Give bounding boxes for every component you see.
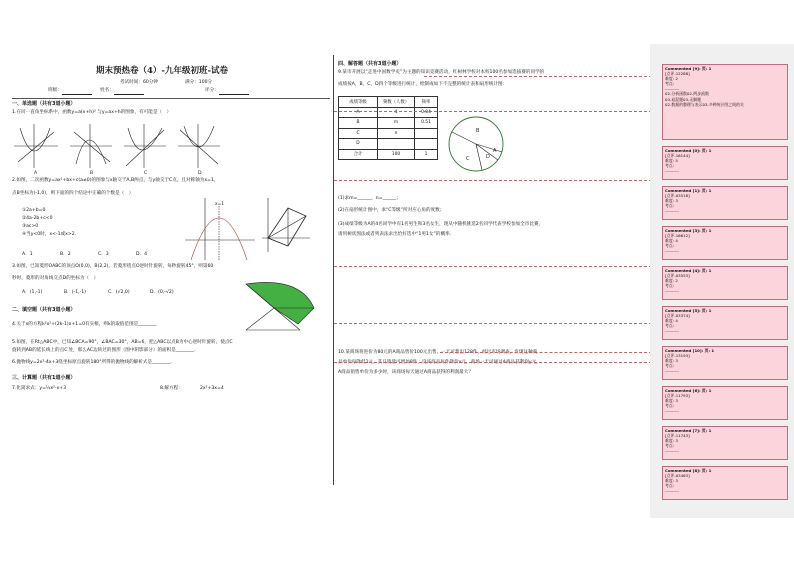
q9-line1: 9.某市开展以“走进中国数学史”为主题的知识竞赛活动，红树林学校对本校100名参加选拔赛的同学的 [338, 70, 545, 75]
full-score: 满分：100分 [185, 80, 213, 85]
section-answer: 四、解答题（共有3道小题） [338, 61, 402, 67]
q9-frequency-table [338, 96, 438, 160]
q2-option-a[interactable]: A．1 [22, 252, 33, 257]
comment-connector [334, 362, 662, 363]
table-cell: 0.51 [415, 118, 438, 129]
comment-line: 难度: 3 [665, 358, 678, 364]
q1-graphs [14, 122, 224, 174]
q2-option-b[interactable]: B．2 [60, 252, 71, 257]
table-cell: A [339, 107, 378, 118]
q2-line1: 2.如图，二次函数y=ax²+bx+c(a≠0)的图象与x轴交于A,B两点，与y轴交于C点，且对称轴为x=1， [12, 178, 219, 183]
grade-label: 评分： [205, 88, 219, 93]
comment-head: Commented [6]: 页: 1 [665, 388, 712, 393]
q2-option-c[interactable]: C．3 [98, 252, 109, 257]
comment-box[interactable] [662, 426, 788, 460]
section-fill-blank: 二、填空题（共有3道小题） [12, 307, 76, 313]
table-cell: m [378, 118, 415, 129]
table-cell [415, 139, 438, 150]
q3-option-b[interactable]: B．(-1,-1) [64, 290, 86, 295]
pie-label-b: B [476, 128, 480, 134]
q10-line2: 品单价每降低1元，其日销量可增加8件，设该商品每件降价x元，商场一天可通过A商品获利润y元， [338, 360, 541, 365]
q3-option-a[interactable]: A．(1,-1) [22, 290, 43, 295]
name-label: 姓名： [100, 88, 114, 93]
comment-box[interactable] [662, 186, 788, 220]
name-blank[interactable] [114, 94, 144, 95]
comment-line: 考点: [665, 363, 675, 369]
comment-line: [点评-03463] [665, 473, 690, 479]
q8-label: 8.解方程： [160, 386, 183, 391]
comment-line: 难度: 3 [665, 398, 678, 404]
comment-box[interactable] [662, 64, 788, 140]
exam-time: 考试时间：60分钟 [120, 80, 159, 85]
comment-head: Commented [9]: 页: 1 [665, 66, 712, 71]
q2-conclusion-4: ④当y<0时，x<-1或x>2. [22, 232, 77, 237]
section-single-choice: 一、单选题（共有3道小题） [12, 101, 76, 107]
q1-text: 1.在同一直角坐标系中，函数y=a(x+h)² 与y=ax+h的图象，有可能是（ ） [12, 110, 172, 115]
comment-box[interactable] [662, 346, 788, 380]
q2-parabola-graph [185, 196, 255, 262]
q3-option-d[interactable]: D．(0,-√2) [150, 290, 174, 295]
comment-line: 考点: [665, 203, 675, 209]
comment-box[interactable] [662, 266, 788, 300]
table-cell: 0.04 [415, 107, 438, 118]
comment-line: 02-数据的整理与表示03-多种统计图之间的关 [665, 101, 744, 107]
pie-label-d: D [486, 154, 490, 160]
comment-line: ---------- [665, 368, 680, 374]
comment-line: 难度: 4 [665, 238, 678, 244]
comment-box[interactable] [662, 226, 788, 260]
comment-line: [点评-16144] [665, 153, 690, 159]
q1-label-c: C [144, 171, 148, 176]
comment-line: 难度: 4 [665, 318, 678, 324]
comment-line: [点评-11793] [665, 393, 690, 399]
comment-line: 难度: 3 [665, 438, 678, 444]
class-label: 班级： [48, 88, 62, 93]
comment-connector [334, 323, 662, 324]
comment-connector [334, 266, 662, 267]
q9-sub3-line1: (3)成绩等级为A的4名同学中有1名男生和3名女生，现从中随机挑选2名同学代表学校参加全市比赛， [338, 222, 544, 227]
q2-option-d[interactable]: D．4 [136, 252, 148, 257]
header-divider [12, 98, 330, 99]
table-header: 频数（人数） [378, 97, 415, 108]
comment-line: ---------- [665, 168, 680, 174]
comment-head: Commented [10]: 页: 1 [665, 348, 715, 353]
table-cell: n [378, 128, 415, 139]
q5-line2: 旋转到AB的延长线上的点C′处，那么AC边转过的图形（图中阴影部分）的面积是________. [12, 348, 196, 353]
comment-head: Commented [0]: 页: 1 [665, 148, 712, 153]
table-cell: 100 [378, 149, 415, 160]
q2-conclusion-2: ②4a-2b+c<0 [22, 216, 53, 221]
comment-line: 难度: 2 [665, 278, 678, 284]
comment-line: ---------- [665, 488, 680, 494]
comment-line: 考点: [665, 443, 675, 449]
q9-line2: 成绩按A，B，C，D四个等级进行统计，绘制成如下不完整的统计表和扇形统计图： [338, 82, 508, 87]
comment-line: ---------- [665, 248, 680, 254]
q7-text: 7.化简求式：y=½x²-x+3 [12, 386, 67, 391]
comment-line: 考点: [665, 323, 675, 329]
comment-connector [334, 180, 662, 181]
q6-text: 6.抛物线y=2x²-4x+3绕坐标原点旋转180°所得的抛物线的解析式是________. [12, 360, 172, 365]
comment-line: ---------- [665, 448, 680, 454]
table-cell [415, 128, 438, 139]
comment-head: Commented [5]: 页: 1 [665, 308, 712, 313]
comment-line: 难度: 3 [665, 198, 678, 204]
comment-box[interactable] [662, 146, 788, 180]
comment-line: 考点: [665, 283, 675, 289]
comment-line: [点评-13193] [665, 353, 690, 359]
table-cell: C [339, 128, 378, 139]
comment-line: ---------- [665, 288, 680, 294]
table-cell: 4 [378, 107, 415, 118]
comment-head: Commented [7]: 页: 1 [665, 428, 712, 433]
comment-head: Commented [4]: 页: 1 [665, 268, 712, 273]
q2-conclusion-3: ③ac>0 [22, 224, 39, 229]
q9-sub1: (1)求m=______，n=______； [338, 196, 401, 201]
column-divider [333, 55, 334, 485]
q1-label-d: D [198, 171, 202, 176]
q3-option-c[interactable]: C．(√2,0) [108, 290, 130, 295]
comment-head: Commented [3]: 页: 1 [665, 228, 712, 233]
comment-box[interactable] [662, 466, 788, 500]
section-calculation: 三、计算题（共有1道小题） [12, 375, 76, 381]
comment-connector [440, 352, 662, 353]
comment-line: 考点: [665, 403, 675, 409]
q8-equation: 2x²+3x=4 [200, 386, 224, 391]
table-cell [378, 139, 415, 150]
table-cell: D [339, 139, 378, 150]
q3-line2: 秒时，菱形的对角线交点D的坐标为（ ） [12, 276, 99, 281]
table-cell: B [339, 118, 378, 129]
comment-connector [424, 76, 662, 77]
q5-rotation-figure [240, 278, 320, 334]
comment-line: [点评-03518] [665, 193, 690, 199]
class-blank[interactable] [62, 94, 92, 95]
comment-line: 02-分析函数02-两步函数 [665, 91, 709, 97]
q4-text: 4.关于x的方程k²x²+(2k-1)x+1=0有实根，则k的取值范围是________ [12, 322, 157, 327]
comment-line: ---------- [665, 408, 680, 414]
comment-line: [点评-11743] [665, 433, 690, 439]
comment-line: 难度: 5 [665, 158, 678, 164]
comment-line: 考点: [665, 81, 675, 87]
comment-box[interactable] [662, 306, 788, 340]
q10-line1: 10.某商场将进价为80元的A商品售价100元出售，一天可售出128件，经过市场调查，发现这种商 [338, 350, 538, 355]
q1-label-b: B [90, 171, 94, 176]
q2-axis-label: x=1 [215, 202, 225, 207]
q1-label-a: A [34, 171, 38, 176]
comment-line: [点评-03553] [665, 273, 690, 279]
comment-line: 03-易混题03-无解题 [665, 96, 702, 102]
comment-box[interactable] [662, 386, 788, 420]
comment-connector [334, 111, 662, 112]
table-cell: 1 [415, 149, 438, 160]
q9-sub2: (2)在扇形统计图中，求“C等级”所对应心角的度数； [338, 208, 445, 213]
q2-conclusion-1: ①2a+b=0 [22, 208, 46, 213]
q9-sub3-line2: 请用树状图法或者列表法求出恰好选中“1男1女”的概率. [338, 232, 452, 237]
comment-line: ---------- [665, 328, 680, 334]
table-header: 成绩等级 [339, 97, 378, 108]
comment-line: 难度: 2 [665, 76, 678, 82]
pie-label-c: C [466, 156, 470, 162]
q5-line1: 5.如图，在Rt△ABC中，已知∠BCA=90°，∠BAC=30°，AB=6，把△ABC以点B为中心逆时针旋转，使点C [12, 340, 233, 345]
comment-line: ---------- [665, 208, 680, 214]
comment-line: [点评-03374] [665, 313, 690, 319]
comment-head: Commented [1]: 页: 1 [665, 188, 712, 193]
page-title: 期末预热卷（4）-九年级初班-试卷 [96, 66, 228, 76]
comment-line: 考点: [665, 483, 675, 489]
q10-line3: A商品销售单价为多少时，该商场每天通过A商品获得的利润最大？ [338, 370, 473, 375]
comment-line: [点评-16612] [665, 233, 690, 239]
q3-line1: 3.如图，已知菱形OABC的顶点O(0,0)，B(2,2)，若菱形绕点O逆时针旋转，每秒旋转45°，则第60 [12, 264, 214, 269]
q3-rhombus-figure [262, 194, 312, 256]
comment-line: 难度: 3 [665, 478, 678, 484]
comment-head: Commented [8]: 页: 1 [665, 468, 712, 473]
q2-line2: 点B坐标为(-1,0)，则下面的四个结论中正确的个数是（ ） [12, 191, 134, 196]
table-cell: 合计 [339, 149, 378, 160]
q9-pie-chart [446, 110, 506, 176]
comment-line: [点评-12288] [665, 71, 690, 77]
comment-line: 考点: [665, 243, 675, 249]
pie-label-a: A [493, 148, 497, 154]
comment-line: ---------- [665, 86, 680, 92]
table-header: 频率 [415, 97, 438, 108]
grade-blank[interactable] [219, 94, 249, 95]
comment-line: 考点: [665, 163, 675, 169]
